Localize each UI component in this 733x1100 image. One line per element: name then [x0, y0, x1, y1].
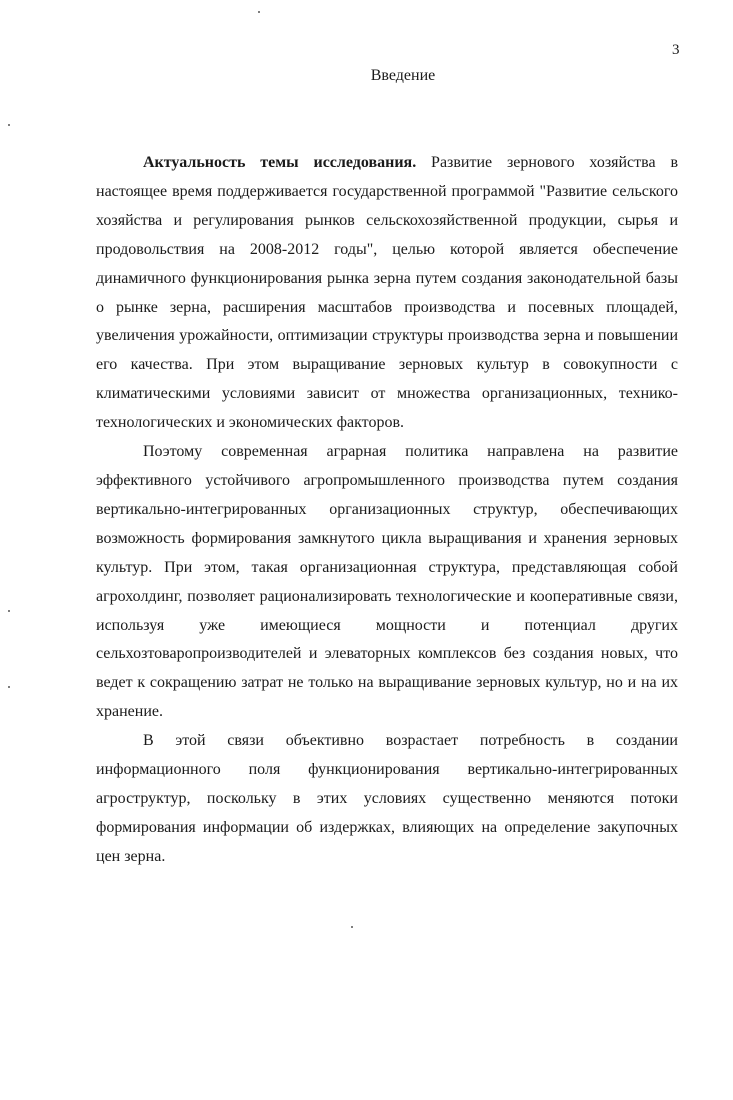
scan-speck	[258, 11, 260, 13]
paragraph-lead: Актуальность темы исследования.	[143, 154, 417, 171]
scan-speck	[8, 610, 10, 612]
paragraph-1	[96, 149, 678, 438]
scan-speck	[8, 124, 10, 126]
paragraph-3: В этой связи объективно возрастает потребность в создании информационного поля функционирования вертикально-интегрированных агроструктур, поскольку в этих условиях существенно меняются потоки формирования информации об издержках, влияющих на определение закупочных цен зерна.	[96, 732, 678, 865]
scan-speck	[351, 926, 353, 928]
scan-speck	[8, 686, 10, 688]
page-number: 3	[672, 42, 680, 58]
body-text	[96, 149, 678, 872]
paragraph-2: Поэтому современная аграрная политика направлена на развитие эффективного устойчивого агропромышленного производства путем создания вертикально-интегрированных организационных структур, обеспечивающих возможность формирования замкнутого цикла выращивания и хранения зерновых культур. При этом, такая организационная структура, представляющая собой агрохолдинг, позволяет рационализировать технологические и кооперативные связи, используя уже имеющиеся мощности и потенциал других сельхозтоваропроизводителей и элеваторных комплексов без создания новых, что ведет к сокращению затрат не только на выращивание зерновых культур, но и на их хранение.	[96, 443, 678, 721]
page-title: Введение	[370, 67, 436, 84]
paragraph-text: Развитие зернового хозяйства в настоящее время поддерживается государственной программой "Развитие сельского хозяйства и регулирования рынков сельскохозяйственной продукции, сырья и продовольствия на 2008-2012 годы", целью которой является обеспечение динамичного функционирования рынка зерна путем создания законодательной базы о рынке зерна, расширения масштабов производства и посевных площадей, увеличения урожайности, оптимизации структуры производства зерна и повышении его качества. При этом выращивание зерновых культур в совокупности с климатическими условиями зависит от множества организационных, технико-технологических и экономических факторов.	[96, 154, 679, 432]
